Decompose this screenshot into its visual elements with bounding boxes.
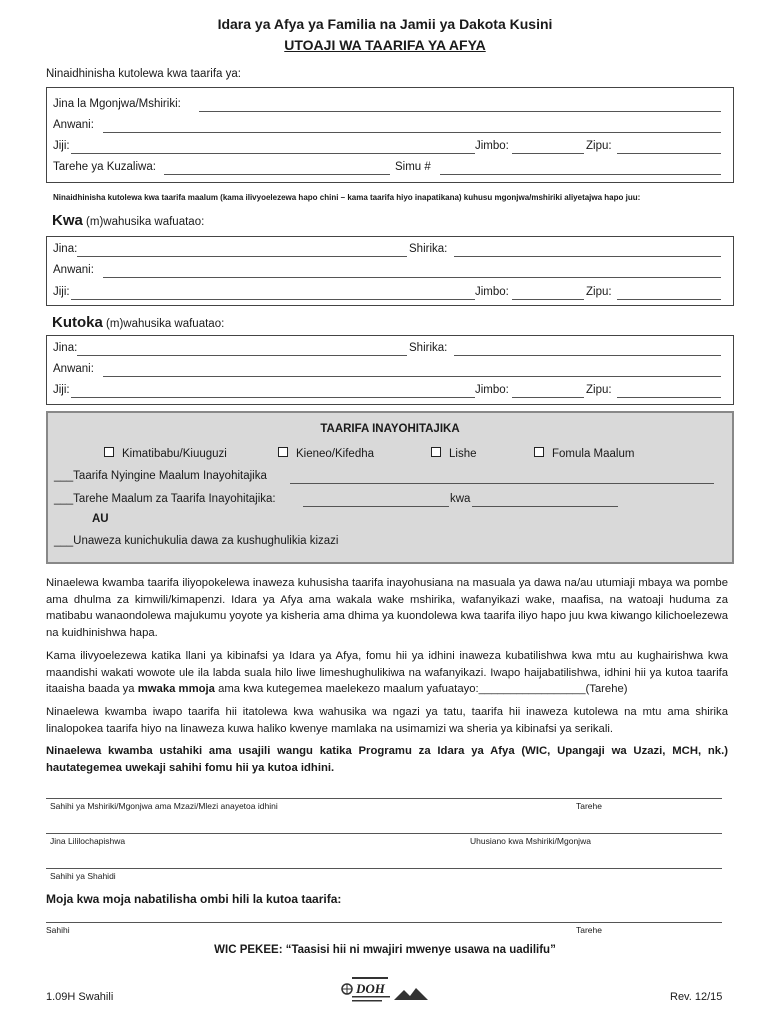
option-medical-label: Kimatibabu/Kiuuguzi xyxy=(122,448,227,460)
to-zip-field[interactable] xyxy=(617,299,721,300)
from-name-field[interactable] xyxy=(77,355,407,356)
to-name-label: Jina: xyxy=(53,243,78,255)
option-financial[interactable] xyxy=(278,447,374,460)
revocation-text-start: Kama ilivyoelezewa katika llani ya kibinafsi ya Idara ya Afya, fomu hii ya idhini inaweza kubatilishwa kwa mtu au kughairishwa kwa maandishi wakati wowote ule ila labda suala hilo liwe limeshughulikiwa na wafanyikazi. Iwapo haijabatilishwa, idhini hii ya kutoa taarifa itaaisha baada ya xyxy=(46,650,728,695)
from-address-field[interactable] xyxy=(103,376,721,377)
revoke-signature-line[interactable] xyxy=(46,922,722,923)
option-nutrition[interactable] xyxy=(431,447,477,460)
revoke-signature-label: Sahihi xyxy=(46,925,70,935)
from-agency-label: Shirika: xyxy=(409,342,448,354)
patient-info-box xyxy=(46,87,734,183)
revision: Rev. 12/15 xyxy=(670,991,723,1003)
checkbox-medical[interactable] xyxy=(104,447,114,457)
agency-title: Idara ya Afya ya Familia na Jamii ya Dakota Kusini xyxy=(217,16,553,32)
witness-line[interactable] xyxy=(46,868,722,869)
patient-phone-field[interactable] xyxy=(440,174,721,175)
checkbox-nutrition[interactable] xyxy=(431,447,441,457)
option-nutrition-label: Lishe xyxy=(449,448,477,460)
patient-zip-field[interactable] xyxy=(617,153,721,154)
patient-zip-label: Zipu: xyxy=(586,140,612,152)
wic-note: WIC PEKEE: “Taasisi hii ni mwajiri mwenye usawa na uadilifu” xyxy=(214,944,556,956)
other-info-field[interactable] xyxy=(290,483,714,484)
to-agency-label: Shirika: xyxy=(409,243,448,255)
paragraph-disclosure: Ninaelewa kwamba taarifa iliyopokelewa inaweza kuhusisha taarifa inayohusiana na masuala ya dawa na/au utumiaji mbaya wa pombe ama dhulma za kimwili/kimapenzi. Idara ya Afya ama wakala wake mshirika, wafanyikazi wake, maafisa, na watoaji huduma za matibabu wanaondolewa majukumu yoyote ya kisheria ama dhima ya kuondolewa kwa taarifa iliyo hapo juu kwa kiwango kilichoelezewa na kuidhinishwa hapa. xyxy=(46,577,728,639)
to-address-field[interactable] xyxy=(103,277,721,278)
from-zip-label: Zipu: xyxy=(586,384,612,396)
witness-label: Sahihi ya Shahidi xyxy=(50,871,116,881)
to-state-field[interactable] xyxy=(512,299,584,300)
from-address-label: Anwani: xyxy=(53,363,94,375)
from-name-label: Jina: xyxy=(53,342,78,354)
paragraph-third-party: Ninaelewa kwamba iwapo taarifa hii itatolewa kwa wahusika wa ngazi ya tatu, taarifa hii inaweza kutolewa na mtu ama shirika linalopokea taarifa hiyo na linaweza kuwa haliko kwenye mamlaka na usimamizi wa sheria ya kibinafsi ya serikali. xyxy=(46,706,728,735)
from-section-heading xyxy=(52,314,224,331)
to-name-field[interactable] xyxy=(77,256,407,257)
patient-state-field[interactable] xyxy=(512,153,584,154)
info-required-title: TAARIFA INAYOHITAJIKA xyxy=(320,423,460,435)
form-code: 1.09H Swahili xyxy=(46,991,114,1003)
printed-name-line[interactable] xyxy=(46,833,722,834)
checkbox-financial[interactable] xyxy=(278,447,288,457)
patient-dob-field[interactable] xyxy=(164,174,390,175)
checkbox-formula[interactable] xyxy=(534,447,544,457)
to-agency-field[interactable] xyxy=(454,256,721,257)
dates-to-label: kwa xyxy=(450,493,471,505)
revocation-bold: mwaka mmoja xyxy=(137,683,215,695)
contraception-label: ___Unaweza kunichukulia dawa za kushughulikia kizazi xyxy=(54,535,339,547)
from-city-label: Jiji: xyxy=(53,384,70,396)
to-state-label: Jimbo: xyxy=(475,286,509,298)
option-formula-label: Fomula Maalum xyxy=(552,448,635,460)
option-medical[interactable] xyxy=(104,447,227,460)
patient-city-field[interactable] xyxy=(71,153,475,154)
revoke-date-label: Tarehe xyxy=(576,925,602,935)
health-department-logo xyxy=(338,974,430,1006)
patient-name-label: Jina la Mgonjwa/Mshiriki: xyxy=(53,98,181,110)
to-heading-bold: Kwa xyxy=(52,212,83,229)
info-required-box xyxy=(46,411,734,564)
relationship-label: Uhusiano kwa Mshiriki/Mgonjwa xyxy=(470,836,591,846)
other-info-label: ___Taarifa Nyingine Maalum Inayohitajika xyxy=(54,470,267,482)
from-party-box xyxy=(46,335,734,405)
paragraph-revocation xyxy=(46,648,728,698)
patient-address-field[interactable] xyxy=(103,132,721,133)
option-financial-label: Kieneo/Kifedha xyxy=(296,448,375,460)
to-city-label: Jiji: xyxy=(53,286,70,298)
paragraph-eligibility: Ninaelewa kwamba ustahiki ama usajili wangu katika Programu za Idara ya Afya (WIC, Upangaji wa Uzazi, MCH, nk.) hautategemea uwekaji sahihi fomu hii ya kutoa idhini. xyxy=(46,745,728,774)
from-agency-field[interactable] xyxy=(454,355,721,356)
from-state-field[interactable] xyxy=(512,397,584,398)
svg-text:DOH: DOH xyxy=(356,981,385,996)
to-section-heading xyxy=(52,212,204,229)
to-city-field[interactable] xyxy=(71,299,475,300)
to-party-box xyxy=(46,236,734,306)
form-title: UTOAJI WA TAARIFA YA AFYA xyxy=(284,37,486,53)
option-formula[interactable] xyxy=(534,447,634,460)
patient-state-label: Jimbo: xyxy=(475,140,509,152)
to-heading-rest: (m)wahusika wafuatao: xyxy=(82,216,205,228)
from-city-field[interactable] xyxy=(71,397,475,398)
revocation-text-end: ama kwa kutegemea maelekezo maalum yafuatayo:_________________(Tarehe) xyxy=(214,683,628,695)
patient-name-field[interactable] xyxy=(199,111,721,112)
patient-city-label: Jiji: xyxy=(53,140,70,152)
dates-to-field[interactable] xyxy=(472,506,618,507)
to-address-label: Anwani: xyxy=(53,264,94,276)
dates-label: ___Tarehe Maalum za Taarifa Inayohitajika: xyxy=(54,493,276,505)
revoke-heading: Moja kwa moja nabatilisha ombi hili la kutoa taarifa: xyxy=(46,892,342,906)
date-label-1: Tarehe xyxy=(576,801,602,811)
signature-line-1[interactable] xyxy=(46,798,722,799)
signature-label: Sahihi ya Mshiriki/Mgonjwa ama Mzazi/Mlezi anayetoa idhini xyxy=(50,801,278,811)
dates-from-field[interactable] xyxy=(303,506,449,507)
from-state-label: Jimbo: xyxy=(475,384,509,396)
from-heading-rest: (m)wahusika wafuatao: xyxy=(102,318,225,330)
or-label: AU xyxy=(92,513,109,525)
from-heading-bold: Kutoka xyxy=(52,314,103,331)
authorization-note: Ninaidhinisha kutolewa kwa taarifa maalum (kama ilivyoelezewa hapo chini – kama taarifa hiyo inapatikana) kuhusu mgonjwa/mshiriki aliyetajwa hapo juu: xyxy=(53,193,641,202)
patient-dob-label: Tarehe ya Kuzaliwa: xyxy=(53,161,156,173)
intro-text: Ninaidhinisha kutolewa kwa taarifa ya: xyxy=(46,68,241,80)
printed-name-label: Jina Lililochapishwa xyxy=(50,836,126,846)
to-zip-label: Zipu: xyxy=(586,286,612,298)
patient-phone-label: Simu # xyxy=(395,161,431,173)
patient-address-label: Anwani: xyxy=(53,119,94,131)
from-zip-field[interactable] xyxy=(617,397,721,398)
